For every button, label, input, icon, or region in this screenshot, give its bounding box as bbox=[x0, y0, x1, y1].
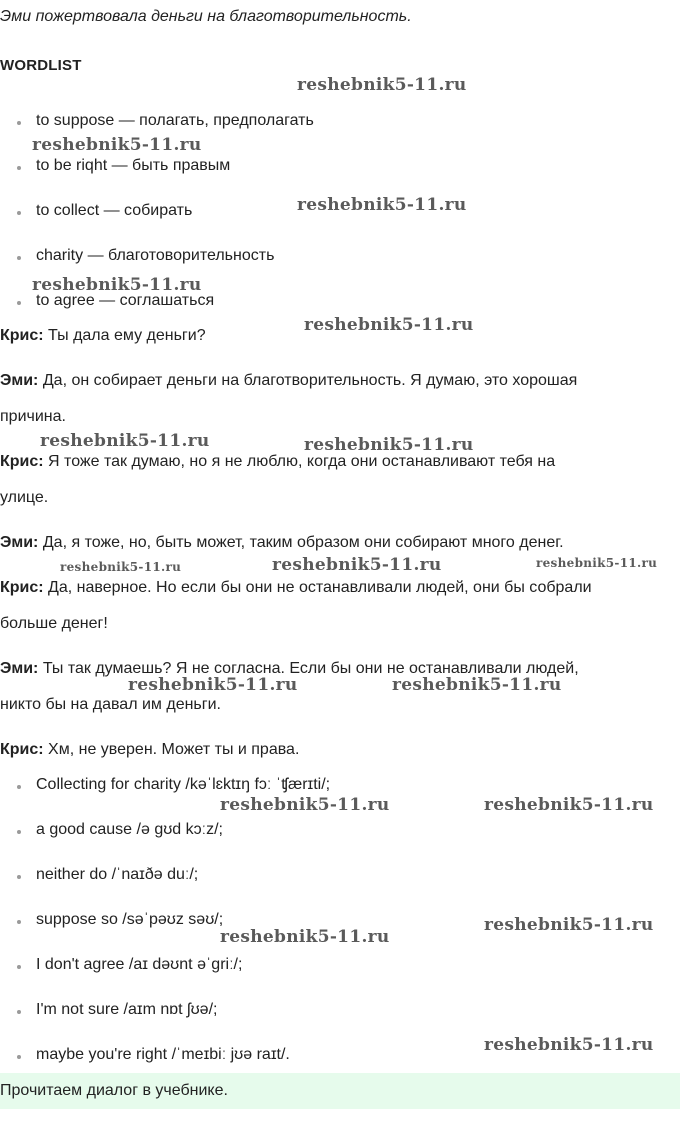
speaker-name: Эми: bbox=[0, 372, 39, 389]
dialogue-continuation: больше денег! bbox=[0, 615, 108, 632]
bullet-icon bbox=[14, 826, 22, 834]
speaker-name: Эми: bbox=[0, 660, 39, 677]
speaker-name: Крис: bbox=[0, 579, 44, 596]
speaker-name: Эми: bbox=[0, 534, 39, 551]
watermark: reshebnik5-11.ru bbox=[32, 275, 202, 295]
dialogue-text: Да, он собирает деньги на благотворительность. Я думаю, это хорошая bbox=[38, 372, 578, 389]
watermark: reshebnik5-11.ru bbox=[60, 560, 182, 574]
note-text: Прочитаем диалог в учебнике. bbox=[0, 1082, 228, 1099]
phrase-item: Collecting for charity /kəˈlɛktɪŋ fɔː ˈʧærɪti/; bbox=[36, 776, 331, 793]
dialogue-text: Ты так думаешь? Я не согласна. Если бы они не останавливали людей, bbox=[38, 660, 579, 677]
dialogue-line bbox=[0, 372, 577, 390]
watermark: reshebnik5-11.ru bbox=[220, 927, 390, 947]
speaker-name: Крис: bbox=[0, 453, 44, 470]
wordlist-heading: WORDLIST bbox=[0, 57, 82, 74]
dialogue-text: Я тоже так думаю, но я не люблю, когда они останавливают тебя на bbox=[43, 453, 556, 470]
watermark: reshebnik5-11.ru bbox=[484, 915, 654, 935]
watermark: reshebnik5-11.ru bbox=[297, 195, 467, 215]
bullet-icon bbox=[14, 961, 22, 969]
bullet-icon bbox=[14, 916, 22, 924]
phrase-item: I don't agree /aɪ dəʊnt əˈgriː/; bbox=[36, 956, 243, 973]
phrase-item: suppose so /səˈpəʊz səʊ/; bbox=[36, 911, 224, 928]
dialogue-text: Хм, не уверен. Может ты и права. bbox=[43, 741, 300, 758]
watermark: reshebnik5-11.ru bbox=[304, 435, 474, 455]
watermark: reshebnik5-11.ru bbox=[536, 556, 658, 570]
bullet-icon bbox=[14, 1051, 22, 1059]
watermark: reshebnik5-11.ru bbox=[392, 675, 562, 695]
speaker-name: Крис: bbox=[0, 327, 44, 344]
dialogue-text: Ты дала ему деньги? bbox=[43, 327, 206, 344]
dialogue-continuation: никто бы на давал им деньги. bbox=[0, 696, 221, 713]
wordlist-item: to be riqht — быть правым bbox=[36, 157, 231, 174]
wordlist-item: to collect — собирать bbox=[36, 202, 193, 219]
bullet-icon bbox=[14, 1006, 22, 1014]
watermark: reshebnik5-11.ru bbox=[484, 795, 654, 815]
bullet-icon bbox=[14, 162, 22, 170]
dialogue-line bbox=[0, 741, 299, 759]
speaker-name: Крис: bbox=[0, 741, 44, 758]
intro-sentence: Эми пожертвовала деньги на благотворительность. bbox=[0, 8, 412, 25]
bullet-icon bbox=[14, 207, 22, 215]
wordlist-item: to agree — соглашаться bbox=[36, 292, 215, 309]
dialogue-line bbox=[0, 534, 564, 552]
watermark: reshebnik5-11.ru bbox=[484, 1035, 654, 1055]
bullet-icon bbox=[14, 781, 22, 789]
phrase-item: maybe you're right /ˈmeɪbiː jʊə raɪt/. bbox=[36, 1046, 290, 1063]
dialogue-line bbox=[0, 453, 555, 471]
bullet-icon bbox=[14, 297, 22, 305]
watermark: reshebnik5-11.ru bbox=[304, 315, 474, 335]
dialogue-continuation: причина. bbox=[0, 408, 66, 425]
phrase-item: a good cause /ə gʊd kɔːz/; bbox=[36, 821, 223, 838]
watermark: reshebnik5-11.ru bbox=[297, 75, 467, 95]
wordlist-item: charity — благотоворительность bbox=[36, 247, 275, 264]
bullet-icon bbox=[14, 252, 22, 260]
phrase-item: neither do /ˈnaɪðə duː/; bbox=[36, 866, 199, 883]
dialogue-line bbox=[0, 327, 206, 345]
dialogue-text: Да, я тоже, но, быть может, таким образом они собирают много денег. bbox=[38, 534, 564, 551]
wordlist-item: to suppose — полагать, предполагать bbox=[36, 112, 314, 129]
dialogue-continuation: улице. bbox=[0, 489, 49, 506]
dialogue-line bbox=[0, 579, 592, 597]
watermark: reshebnik5-11.ru bbox=[272, 555, 442, 575]
watermark: reshebnik5-11.ru bbox=[128, 675, 298, 695]
watermark: reshebnik5-11.ru bbox=[40, 431, 210, 451]
dialogue-text: Да, наверное. Но если бы они не останавливали людей, они бы собрали bbox=[43, 579, 592, 596]
note-box bbox=[0, 1073, 680, 1109]
bullet-icon bbox=[14, 871, 22, 879]
watermark: reshebnik5-11.ru bbox=[220, 795, 390, 815]
phrase-item: I'm not sure /aɪm nɒt ʃʊə/; bbox=[36, 1001, 218, 1018]
bullet-icon bbox=[14, 117, 22, 125]
watermark: reshebnik5-11.ru bbox=[32, 135, 202, 155]
